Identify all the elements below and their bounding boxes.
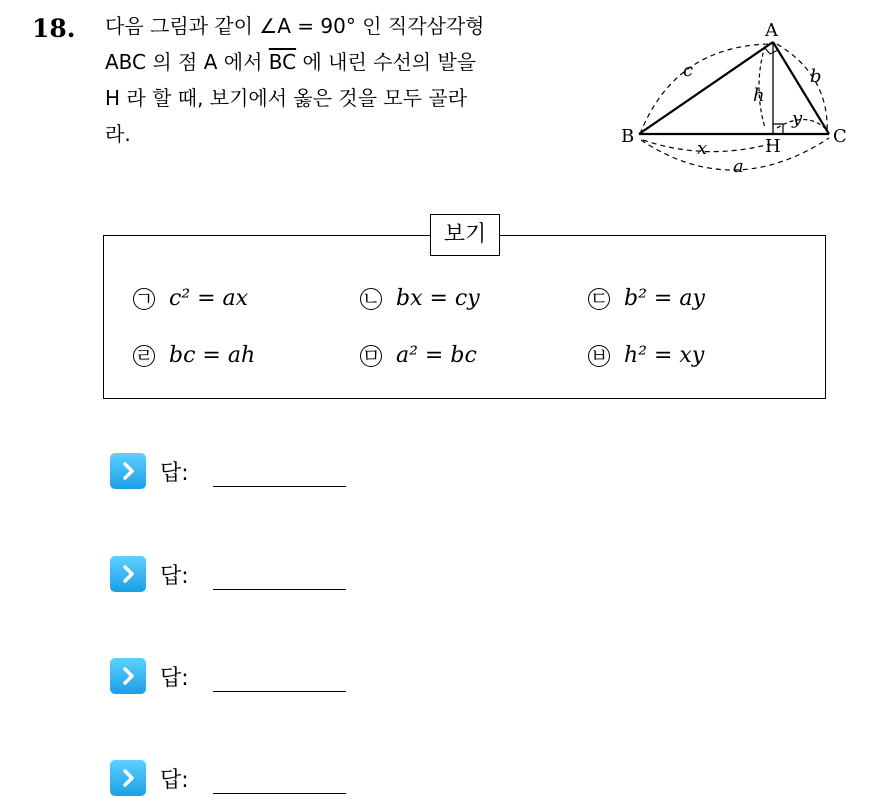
label-a-side: a <box>733 156 744 177</box>
answer-blank[interactable] <box>213 661 346 692</box>
option-3 <box>588 286 705 311</box>
option-4 <box>133 343 255 368</box>
option-mark: ㄴ <box>361 287 381 310</box>
segment-bc: $\overline{BC}$ <box>268 50 297 74</box>
bogi-title: 보기 <box>430 214 500 256</box>
answer-blank[interactable] <box>213 559 346 590</box>
question-line-3: H 라 할 때, 보기에서 옳은 것을 모두 골라 <box>105 86 468 110</box>
answer-label: 답: <box>160 665 189 691</box>
chevron-right-icon <box>110 453 146 489</box>
answer-row-2 <box>110 556 346 592</box>
option-1 <box>133 286 248 311</box>
label-h-side: h <box>753 85 765 106</box>
label-h-vertex: H <box>765 136 781 157</box>
question-text <box>105 8 595 152</box>
option-mark: ㄷ <box>589 287 609 310</box>
chevron-right-icon <box>110 556 146 592</box>
label-b-vertex: B <box>621 126 635 147</box>
option-6 <box>588 343 704 368</box>
chevron-right-icon <box>110 760 146 796</box>
answer-row-4 <box>110 760 346 796</box>
right-angle-h <box>773 124 783 134</box>
option-equation: bc = ah <box>169 343 256 368</box>
option-mark: ㅂ <box>589 344 609 367</box>
question-number: 18. <box>32 14 76 43</box>
label-a-vertex: A <box>765 20 778 41</box>
label-b-side: b <box>810 66 822 87</box>
question-line-2-head: ABC 의 점 A 에서 <box>105 50 269 74</box>
label-c-vertex: C <box>833 126 847 147</box>
triangle-figure <box>615 16 865 186</box>
option-equation: b² = ay <box>624 286 705 311</box>
question-line-4: 라. <box>105 122 131 146</box>
option-equation: bx = cy <box>396 286 480 311</box>
option-equation: a² = bc <box>396 343 477 368</box>
option-equation: c² = ax <box>169 286 249 311</box>
label-y-side: y <box>792 108 803 129</box>
chevron-right-icon <box>110 658 146 694</box>
answer-label: 답: <box>160 460 189 486</box>
question-line-2-tail: 에 내린 수선의 발을 <box>296 50 477 74</box>
option-mark: ㄹ <box>134 344 154 367</box>
answer-blank[interactable] <box>213 763 346 794</box>
answer-label: 답: <box>160 563 189 589</box>
label-c-side: c <box>683 60 694 81</box>
answer-row-3 <box>110 658 346 694</box>
option-mark: ㄱ <box>134 287 154 310</box>
option-mark: ㅁ <box>361 344 381 367</box>
label-x-side: x <box>697 138 708 159</box>
option-equation: h² = xy <box>624 343 705 368</box>
question-line-1: 다음 그림과 같이 ∠A = 90° 인 직각삼각형 <box>105 14 485 38</box>
bogi-box <box>103 235 826 399</box>
question-line-2 <box>105 44 595 80</box>
option-5 <box>360 343 477 368</box>
answer-row-1 <box>110 453 346 489</box>
answer-blank[interactable] <box>213 456 346 487</box>
option-2 <box>360 286 480 311</box>
answer-label: 답: <box>160 767 189 793</box>
